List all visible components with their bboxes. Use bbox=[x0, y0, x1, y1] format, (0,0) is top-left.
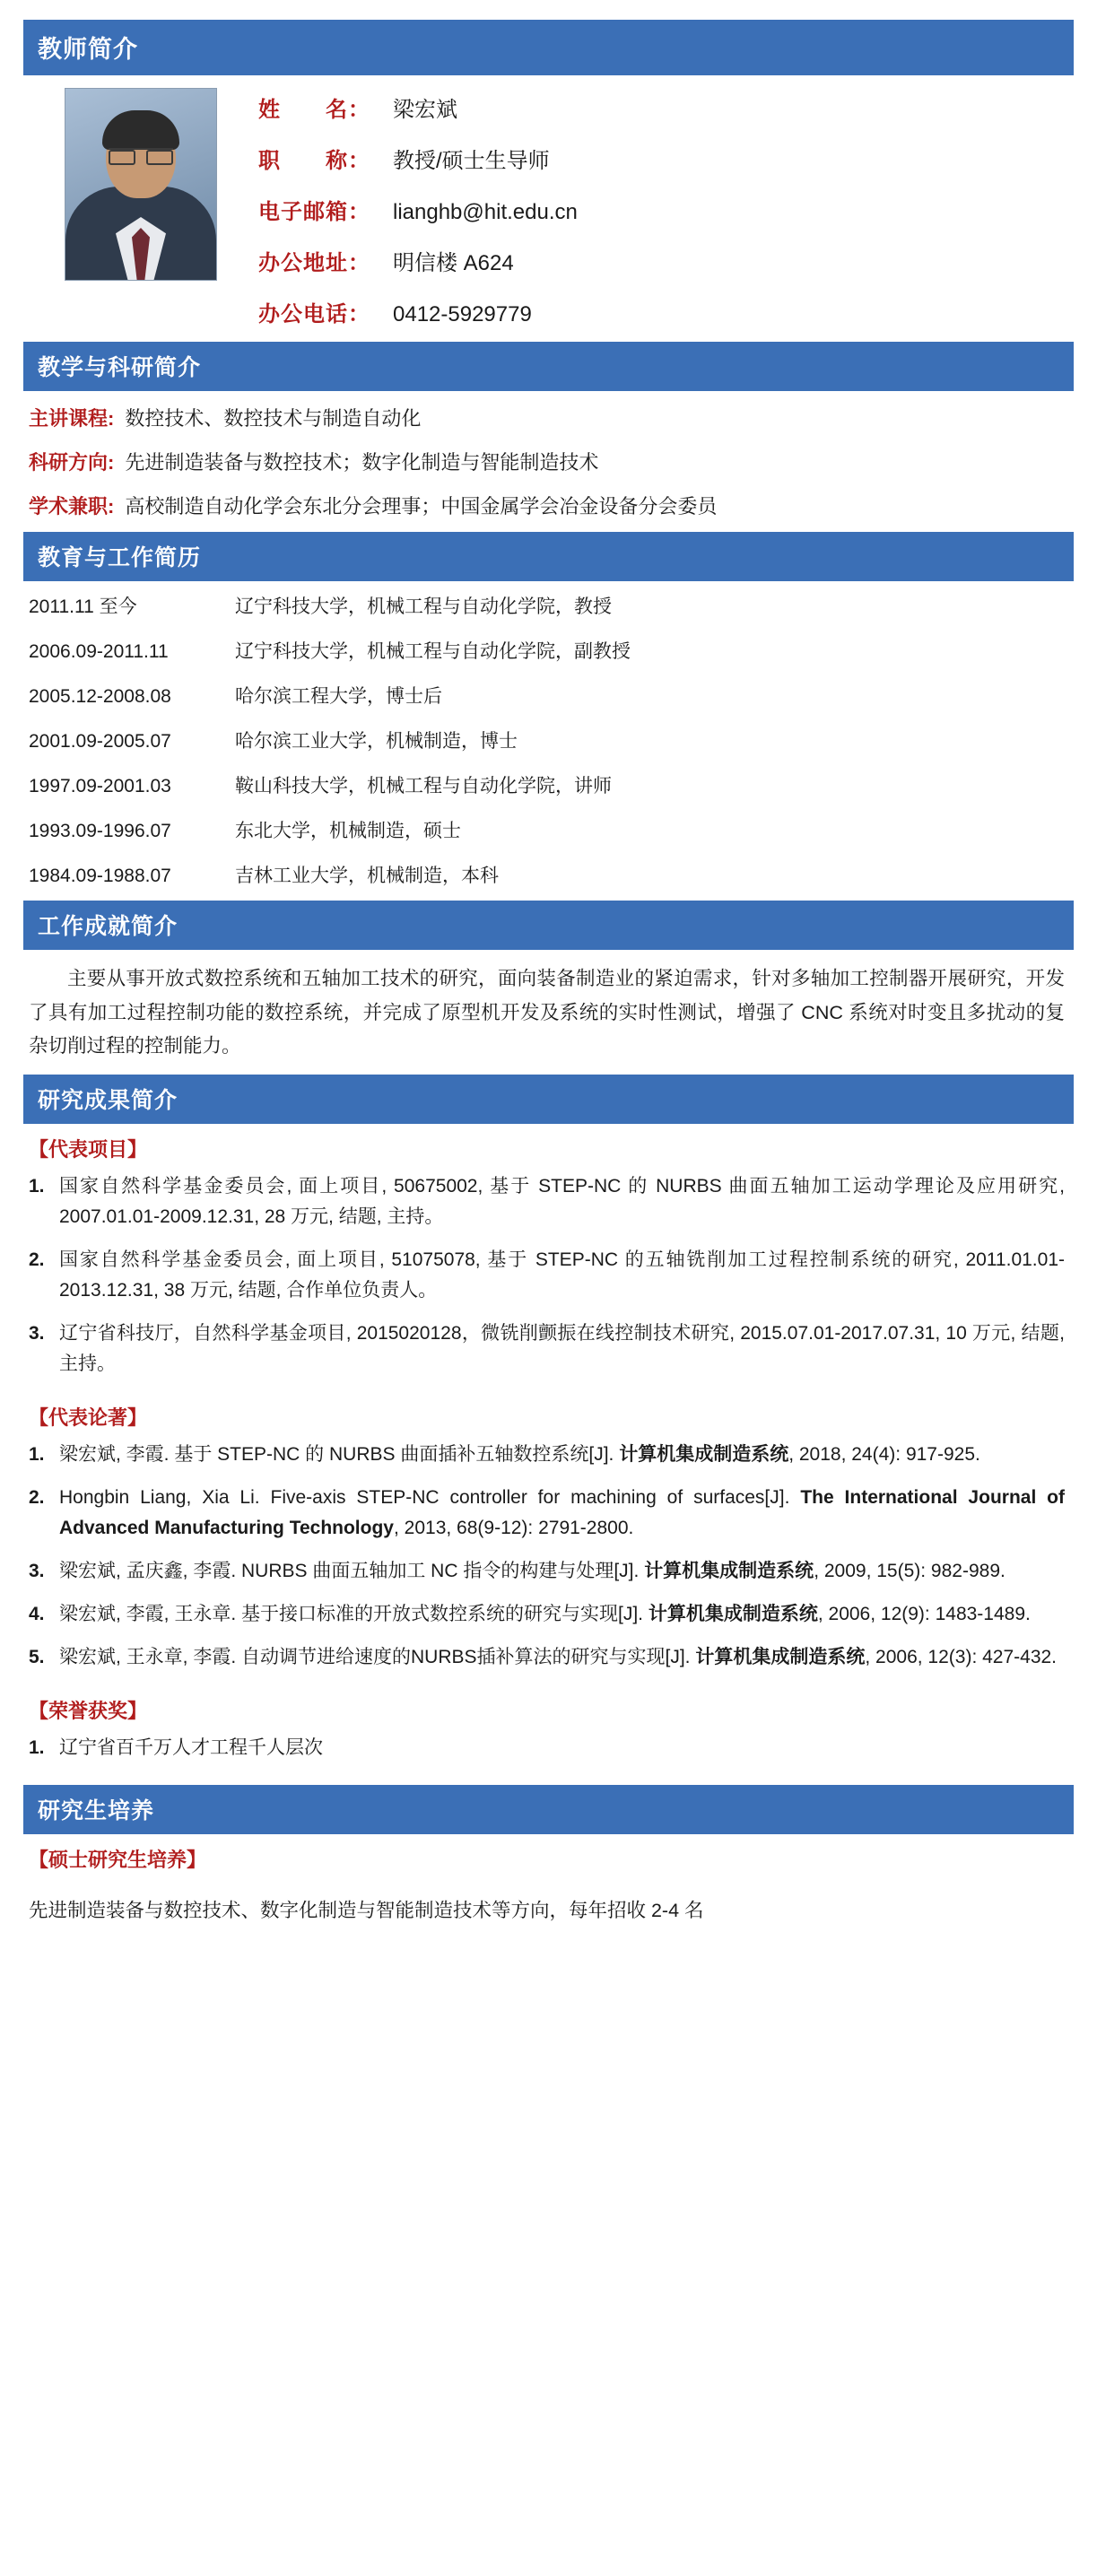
table-row bbox=[29, 637, 1068, 664]
section-header-achievements: 工作成就简介 bbox=[23, 901, 1074, 950]
paper-citation bbox=[59, 1642, 1065, 1673]
profile-value-email[interactable]: lianghb@hit.edu.cn bbox=[393, 200, 578, 224]
paper-journal: The International Journal of Advanced Manufacturing Technology bbox=[59, 1486, 1065, 1538]
paper-post: , 2006, 12(3): 427-432. bbox=[865, 1647, 1058, 1668]
paper-journal: 计算机集成制造系统 bbox=[695, 1647, 866, 1668]
profile-value-name: 梁宏斌 bbox=[393, 98, 457, 122]
teaching-row-courses bbox=[29, 404, 1068, 431]
paper-journal: 计算机集成制造系统 bbox=[648, 1604, 818, 1625]
list-item bbox=[29, 1556, 1065, 1587]
teaching-key-affiliation: 学术兼职: bbox=[29, 495, 115, 518]
teaching-row-research bbox=[29, 448, 1068, 475]
profile-row-email bbox=[258, 194, 1074, 225]
list-item-number: 5. bbox=[29, 1647, 45, 1668]
education-text: 东北大学，机械制造，硕士 bbox=[235, 821, 461, 841]
education-text: 吉林工业大学，机械制造，本科 bbox=[235, 866, 499, 886]
profile-label-office: 办公地址： bbox=[258, 251, 370, 275]
education-text: 哈尔滨工程大学，博士后 bbox=[235, 686, 442, 707]
paper-post: , 2009, 15(5): 982-989. bbox=[814, 1561, 1006, 1582]
list-item bbox=[29, 1318, 1065, 1379]
profile-label-name: 姓 名： bbox=[258, 98, 370, 122]
section-header-teaching: 教学与科研简介 bbox=[23, 342, 1074, 391]
paper-journal: 计算机集成制造系统 bbox=[644, 1561, 814, 1582]
profile-row-office bbox=[258, 245, 1074, 276]
paper-pre: 梁宏斌, 王永章, 李霞. 自动调节进给速度的NURBS插补算法的研究与实现[J]. bbox=[59, 1647, 696, 1668]
subheading-projects: 【代表项目】 bbox=[29, 1137, 148, 1161]
list-item-number: 1. bbox=[29, 1175, 45, 1197]
list-item-text: 辽宁省科技厅，自然科学基金项目, 2015020128，微铣削颤振在线控制技术研究, 2015.07.01-2017.07.31, 10 万元, 结题, 主持。 bbox=[59, 1322, 1065, 1374]
section-header-profile: 教师简介 bbox=[23, 20, 1074, 75]
paper-pre: Hongbin Liang, Xia Li. Five-axis STEP-NC controller for machining of surfaces[J]. bbox=[59, 1486, 801, 1508]
profile-row-name bbox=[258, 91, 1074, 123]
education-date: 2001.09-2005.07 bbox=[29, 731, 171, 752]
paper-citation bbox=[59, 1440, 1065, 1470]
list-item bbox=[29, 1245, 1065, 1306]
list-item bbox=[29, 1440, 1065, 1470]
list-item-text: 国家自然科学基金委员会, 面上项目, 50675002, 基于 STEP-NC 的 NURBS 曲面五轴加工运动学理论及应用研究, 2007.01.01-2009.12.31, 28 万元, 结题, 主持。 bbox=[59, 1175, 1065, 1227]
list-item-number: 3. bbox=[29, 1561, 45, 1582]
section-header-education: 教育与工作简历 bbox=[23, 532, 1074, 581]
education-date: 1984.09-1988.07 bbox=[29, 866, 171, 886]
teaching-row-affiliation bbox=[29, 492, 1068, 519]
teacher-portrait-photo bbox=[65, 88, 217, 281]
paper-journal: 计算机集成制造系统 bbox=[619, 1443, 789, 1465]
paper-citation bbox=[59, 1599, 1065, 1630]
subheading-master-training: 【硕士研究生培养】 bbox=[29, 1849, 207, 1872]
section-header-graduate: 研究生培养 bbox=[23, 1785, 1074, 1834]
list-item bbox=[29, 1171, 1065, 1232]
list-item bbox=[29, 1733, 1065, 1763]
profile-label-title: 职 称： bbox=[258, 149, 370, 173]
list-item-number: 3. bbox=[29, 1322, 45, 1344]
papers-list bbox=[23, 1438, 1074, 1685]
education-date: 2006.09-2011.11 bbox=[29, 641, 169, 662]
education-date: 1993.09-1996.07 bbox=[29, 821, 171, 841]
table-row bbox=[29, 592, 1068, 619]
subheading-papers: 【代表论著】 bbox=[29, 1405, 148, 1429]
paper-post: , 2018, 24(4): 917-925. bbox=[788, 1443, 980, 1465]
education-text: 哈尔滨工业大学，机械制造，博士 bbox=[235, 731, 518, 752]
list-item-number: 4. bbox=[29, 1604, 45, 1625]
section-header-research: 研究成果简介 bbox=[23, 1075, 1074, 1124]
profile-value-phone: 0412-5929779 bbox=[393, 302, 532, 326]
education-date: 1997.09-2001.03 bbox=[29, 776, 171, 796]
profile-label-email: 电子邮箱： bbox=[258, 200, 370, 224]
teaching-value-research: 先进制造装备与数控技术；数字化制造与智能制造技术 bbox=[125, 451, 599, 474]
table-row bbox=[29, 861, 1068, 888]
education-date: 2005.12-2008.08 bbox=[29, 686, 171, 707]
list-item-text: 辽宁省百千万人才工程千人层次 bbox=[59, 1737, 323, 1759]
education-date: 2011.11 至今 bbox=[29, 596, 137, 617]
profile-value-office: 明信楼 A624 bbox=[393, 251, 514, 275]
list-item-number: 2. bbox=[29, 1486, 45, 1508]
list-item-number: 1. bbox=[29, 1443, 45, 1465]
spacer bbox=[23, 1776, 1074, 1785]
paper-pre: 梁宏斌, 孟庆鑫, 李霞. NURBS 曲面五轴加工 NC 指令的构建与处理[J]. bbox=[59, 1561, 645, 1582]
profile-row-title bbox=[258, 143, 1074, 174]
honors-list bbox=[23, 1731, 1074, 1776]
profile-value-title: 教授/硕士生导师 bbox=[393, 149, 550, 173]
paper-citation bbox=[59, 1556, 1065, 1587]
achievements-paragraph: 主要从事开放式数控系统和五轴加工技术的研究，面向装备制造业的紧迫需求，针对多轴加工控制器开展研究，开发了具有加工过程控制功能的数控系统，并完成了原型机开发及系统的实时性测试，增强了 CNC 系统对时变且多扰动的复杂切削过程的控制能力。 bbox=[29, 968, 1065, 1057]
paper-pre: 梁宏斌, 李霞, 王永章. 基于接口标准的开放式数控系统的研究与实现[J]. bbox=[59, 1604, 649, 1625]
list-item bbox=[29, 1599, 1065, 1630]
list-item bbox=[29, 1642, 1065, 1673]
paper-post: , 2006, 12(9): 1483-1489. bbox=[817, 1604, 1031, 1625]
table-row bbox=[29, 771, 1068, 798]
list-item-number: 2. bbox=[29, 1249, 45, 1270]
table-row bbox=[29, 816, 1068, 843]
teaching-key-research: 科研方向: bbox=[29, 451, 115, 474]
list-item bbox=[29, 1483, 1065, 1544]
portrait-glasses bbox=[109, 148, 173, 162]
profile-info-list bbox=[258, 88, 1074, 333]
table-row bbox=[29, 682, 1068, 709]
paper-pre: 梁宏斌, 李霞. 基于 STEP-NC 的 NURBS 曲面插补五轴数控系统[J]. bbox=[59, 1443, 620, 1465]
master-training-text: 先进制造装备与数控技术、数字化制造与智能制造技术等方向，每年招收 2-4 名 bbox=[29, 1900, 704, 1922]
teaching-key-courses: 主讲课程: bbox=[29, 407, 115, 430]
profile-label-phone: 办公电话： bbox=[258, 302, 370, 326]
table-row bbox=[29, 727, 1068, 753]
teaching-block bbox=[23, 391, 1074, 532]
education-text: 辽宁科技大学，机械工程与自动化学院，教授 bbox=[235, 596, 612, 617]
profile-row-phone bbox=[258, 296, 1074, 327]
projects-list bbox=[23, 1170, 1074, 1392]
teaching-value-courses: 数控技术、数控技术与制造自动化 bbox=[125, 407, 422, 430]
list-item-text: 国家自然科学基金委员会, 面上项目, 51075078, 基于 STEP-NC 的五轴铣削加工过程控制系统的研究, 2011.01.01-2013.12.31, 38 万元, 结题, 合作单位负责人。 bbox=[59, 1249, 1065, 1301]
profile-block bbox=[23, 75, 1074, 342]
education-text: 辽宁科技大学，机械工程与自动化学院，副教授 bbox=[235, 641, 631, 662]
education-table bbox=[23, 581, 1074, 901]
subheading-honors: 【荣誉获奖】 bbox=[29, 1700, 148, 1723]
teaching-value-affiliation: 高校制造自动化学会东北分会理事；中国金属学会冶金设备分会委员 bbox=[125, 495, 718, 518]
paper-post: , 2013, 68(9-12): 2791-2800. bbox=[393, 1518, 634, 1538]
list-item-number: 1. bbox=[29, 1737, 45, 1759]
paper-citation bbox=[59, 1483, 1065, 1544]
education-text: 鞍山科技大学，机械工程与自动化学院，讲师 bbox=[235, 776, 612, 796]
